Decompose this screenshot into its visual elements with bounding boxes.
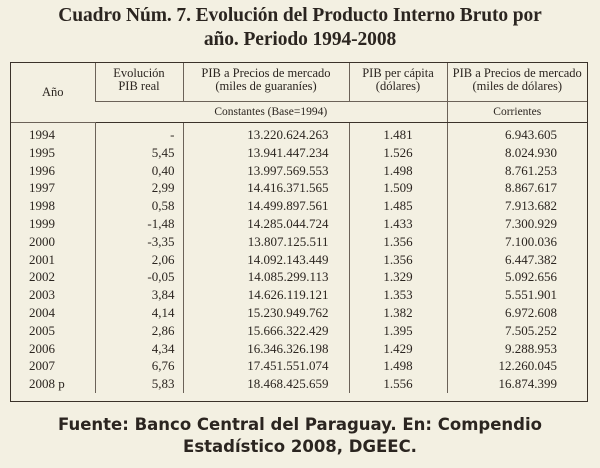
cell-pibg: 13.941.447.234 [183, 144, 349, 162]
header-pib-guaranies-line-1: PIB a Precios de mercado [201, 66, 331, 80]
cell-evo: 6,76 [95, 357, 183, 375]
cell-cap: 1.509 [349, 179, 447, 197]
cell-cap: 1.429 [349, 340, 447, 358]
cell-pibd: 9.288.953 [447, 340, 587, 358]
cell-evo: 2,99 [95, 179, 183, 197]
table-row [11, 144, 587, 162]
cell-cap: 1.498 [349, 357, 447, 375]
table-row [11, 233, 587, 251]
cell-pibg: 14.285.044.724 [183, 215, 349, 233]
cell-ano: 1994 [29, 127, 55, 142]
header-ano: Año [11, 63, 95, 123]
table-body [11, 123, 587, 393]
cell-pibg: 13.220.624.263 [183, 123, 349, 144]
header-evolucion [95, 63, 183, 102]
cell-evo: 3,84 [95, 286, 183, 304]
source-line-2: Estadístico 2008, DGEEC. [183, 437, 417, 456]
cell-pibg: 14.626.119.121 [183, 286, 349, 304]
cell-ano: 1999 [29, 215, 55, 231]
table-header [11, 63, 587, 123]
cell-pibg: 14.092.143.449 [183, 251, 349, 269]
cell-ano: 2004 [29, 304, 55, 320]
cell-evo: -1,48 [95, 215, 183, 233]
cell-pibg: 15.230.949.762 [183, 304, 349, 322]
header-evolucion-line-1: Evolución [113, 66, 165, 80]
gdp-table [11, 63, 587, 393]
cell-evo: 5,45 [95, 144, 183, 162]
source-note [0, 414, 600, 458]
cell-pibg: 18.468.425.659 [183, 375, 349, 393]
cell-cap: 1.382 [349, 304, 447, 322]
cell-cap: 1.485 [349, 197, 447, 215]
header-pib-dolares-line-1: PIB a Precios de mercado [452, 66, 582, 80]
cell-evo: 2,86 [95, 322, 183, 340]
cell-pibd: 5.092.656 [447, 268, 587, 286]
cell-pibg: 17.451.551.074 [183, 357, 349, 375]
cell-ano: 2003 [29, 287, 55, 303]
cell-pibd: 7.913.682 [447, 197, 587, 215]
cell-evo: -0,05 [95, 268, 183, 286]
table-row [11, 286, 587, 304]
table-row [11, 304, 587, 322]
cell-cap: 1.481 [349, 123, 447, 144]
cell-ano: 2002 [29, 269, 55, 285]
cell-cap: 1.356 [349, 251, 447, 269]
cell-pibg: 15.666.322.429 [183, 322, 349, 340]
cell-cap: 1.556 [349, 375, 447, 393]
cell-evo: - [95, 123, 183, 144]
cell-cap: 1.526 [349, 144, 447, 162]
table-row [11, 268, 587, 286]
cell-pibd: 8.024.930 [447, 144, 587, 162]
cell-pibg: 14.499.897.561 [183, 197, 349, 215]
header-pib-capita [349, 63, 447, 102]
cell-ano: 1998 [29, 198, 55, 214]
table-row [11, 197, 587, 215]
table-row [11, 375, 587, 393]
cell-ano: 2007 [29, 358, 55, 374]
table-row [11, 357, 587, 375]
cell-pibd: 7.100.036 [447, 233, 587, 251]
cell-cap: 1.395 [349, 322, 447, 340]
cell-pibg: 13.807.125.511 [183, 233, 349, 251]
cell-cap: 1.353 [349, 286, 447, 304]
header-pib-capita-line-1: PIB per cápita [362, 66, 434, 80]
cell-pibg: 14.416.371.565 [183, 179, 349, 197]
cell-ano: 1996 [29, 162, 55, 178]
cell-pibd: 7.300.929 [447, 215, 587, 233]
cell-cap: 1.498 [349, 162, 447, 180]
header-evolucion-line-2: PIB real [118, 79, 160, 93]
title-line-1: Cuadro Núm. 7. Evolución del Producto Interno Bruto por [58, 5, 542, 26]
table-row [11, 251, 587, 269]
cell-evo: 4,14 [95, 304, 183, 322]
cell-cap: 1.329 [349, 268, 447, 286]
header-pib-dolares [447, 63, 587, 102]
table-row [11, 162, 587, 180]
cell-ano: 2000 [29, 233, 55, 249]
cell-pibd: 8.761.253 [447, 162, 587, 180]
table-row [11, 215, 587, 233]
cell-evo: 2,06 [95, 251, 183, 269]
table-title [0, 4, 600, 52]
title-line-2: año. Periodo 1994-2008 [203, 29, 397, 50]
table-row [11, 322, 587, 340]
header-constantes: Constantes (Base=1994) [95, 102, 447, 123]
header-pib-capita-line-2: (dólares) [375, 79, 421, 93]
cell-pibd: 8.867.617 [447, 179, 587, 197]
cell-ano: 2006 [29, 340, 55, 356]
table-row [11, 123, 587, 144]
header-pib-guaranies [183, 63, 349, 102]
cell-ano: 2005 [29, 322, 55, 338]
cell-pibg: 14.085.299.113 [183, 268, 349, 286]
cell-pibd: 6.972.608 [447, 304, 587, 322]
cell-evo: -3,35 [95, 233, 183, 251]
header-corrientes: Corrientes [447, 102, 587, 123]
cell-pibd: 5.551.901 [447, 286, 587, 304]
header-pib-dolares-line-2: (miles de dólares) [472, 79, 563, 93]
cell-ano: 2001 [29, 251, 55, 267]
cell-evo: 0,58 [95, 197, 183, 215]
cell-evo: 4,34 [95, 340, 183, 358]
header-pib-guaranies-line-2: (miles de guaraníes) [215, 79, 317, 93]
cell-pibd: 6.943.605 [447, 123, 587, 144]
cell-ano: 2008 p [29, 376, 65, 392]
cell-pibd: 6.447.382 [447, 251, 587, 269]
cell-pibd: 12.260.045 [447, 357, 587, 375]
table-row [11, 340, 587, 358]
table-row [11, 179, 587, 197]
source-line-1: Fuente: Banco Central del Paraguay. En: Compendio [58, 415, 542, 434]
cell-pibg: 16.346.326.198 [183, 340, 349, 358]
cell-pibg: 13.997.569.553 [183, 162, 349, 180]
cell-evo: 0,40 [95, 162, 183, 180]
cell-pibd: 7.505.252 [447, 322, 587, 340]
cell-cap: 1.356 [349, 233, 447, 251]
cell-evo: 5,83 [95, 375, 183, 393]
cell-ano: 1995 [29, 144, 55, 160]
cell-pibd: 16.874.399 [447, 375, 587, 393]
cell-cap: 1.433 [349, 215, 447, 233]
gdp-table-frame [10, 62, 588, 402]
cell-ano: 1997 [29, 180, 55, 196]
